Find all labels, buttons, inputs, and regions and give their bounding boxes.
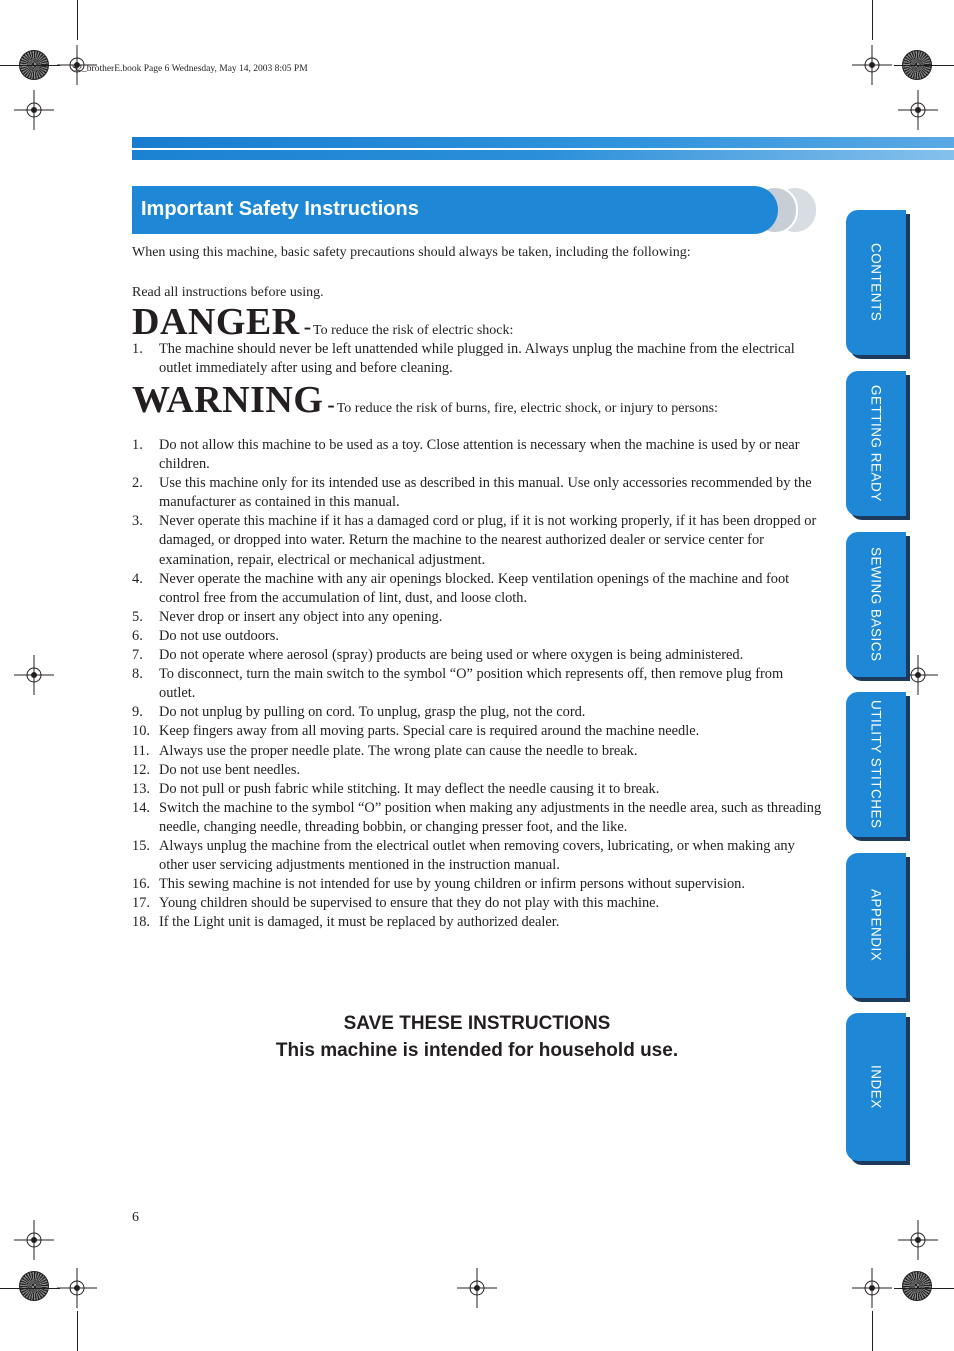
registration-rosette	[19, 1271, 49, 1301]
item-number: 17.	[132, 895, 150, 912]
tab-label: CONTENTS	[868, 243, 884, 322]
item-text: The machine should never be left unattended while plugged in. Always unplug the machine from the electrical outlet immediately after using and before cleaning.	[159, 341, 795, 377]
item-text: Use this machine only for its intended use as described in this manual. Use only accessories recommended by the manufacturer as contained in this manual.	[159, 475, 812, 511]
item-number: 5.	[132, 608, 143, 625]
item-text: This sewing machine is not intended for use by young children or infirm persons without supervision.	[159, 876, 745, 893]
item-number: 12.	[132, 761, 150, 778]
list-item	[132, 665, 822, 703]
file-header: S2_brotherE.book Page 6 Wednesday, May 14, 2003 8:05 PM	[72, 64, 308, 74]
item-text: Do not use outdoors.	[159, 627, 279, 644]
item-number: 3.	[132, 513, 143, 530]
item-number: 11.	[132, 742, 150, 759]
item-number: 13.	[132, 780, 150, 797]
list-item	[132, 340, 822, 378]
crop-line	[77, 0, 78, 40]
warning-text: To reduce the risk of burns, fire, electric shock, or injury to persons:	[336, 401, 718, 416]
tab-label: APPENDIX	[868, 889, 884, 962]
read-all-text: Read all instructions before using.	[132, 285, 324, 300]
item-number: 2.	[132, 475, 143, 492]
crosshair-mark	[852, 45, 892, 85]
tab-sewing-basics[interactable]	[846, 532, 906, 677]
list-item	[132, 742, 822, 761]
tab-label: GETTING READY	[868, 385, 884, 502]
tab-label-wrap	[846, 210, 906, 355]
section-title: Important Safety Instructions	[141, 198, 419, 220]
item-number: 18.	[132, 914, 150, 931]
list-item	[132, 894, 822, 913]
danger-list	[132, 340, 822, 378]
item-text: Do not use bent needles.	[159, 761, 301, 778]
item-text: Do not allow this machine to be used as a toy. Close attention is necessary when the machine is used by or near children.	[159, 437, 800, 473]
tab-label-wrap	[846, 692, 906, 837]
list-item	[132, 703, 822, 722]
item-number: 10.	[132, 723, 150, 740]
tab-utility-stitches[interactable]	[846, 692, 906, 837]
item-number: 4.	[132, 570, 143, 587]
item-text: Never drop or insert any object into any opening.	[159, 608, 443, 625]
crosshair-mark	[898, 1220, 938, 1260]
item-number: 1.	[132, 341, 143, 357]
list-item	[132, 722, 822, 741]
section-title-banner	[132, 186, 824, 234]
warning-heading	[132, 378, 718, 422]
list-item	[132, 646, 822, 665]
list-item	[132, 436, 822, 474]
danger-text: To reduce the risk of electric shock:	[313, 323, 514, 338]
tab-label: UTILITY STITCHES	[868, 700, 884, 829]
danger-word: DANGER	[132, 301, 300, 343]
item-text: Keep fingers away from all moving parts. Special care is required around the machine needle.	[159, 723, 700, 740]
crosshair-mark	[852, 1268, 892, 1308]
item-text: Do not unplug by pulling on cord. To unplug, grasp the plug, not the cord.	[159, 704, 586, 721]
danger-heading	[132, 300, 513, 344]
item-text: Always unplug the machine from the electrical outlet when removing covers, lubricating, or when making any other user servicing adjustments mentioned in the instruction manual.	[159, 837, 795, 874]
item-number: 15.	[132, 837, 150, 854]
registration-rosette	[902, 1271, 932, 1301]
crop-line	[894, 1288, 954, 1289]
crop-line	[0, 1288, 60, 1289]
crop-line	[872, 1311, 873, 1351]
crosshair-mark	[57, 1268, 97, 1308]
tab-label-wrap	[846, 532, 906, 677]
item-number: 16.	[132, 876, 150, 893]
item-number: 6.	[132, 627, 143, 644]
tab-label-wrap	[846, 853, 906, 998]
save-instructions: SAVE THESE INSTRUCTIONS	[343, 1013, 611, 1034]
crosshair-mark	[14, 1220, 54, 1260]
item-text: If the Light unit is damaged, it must be replaced by authorized dealer.	[159, 914, 560, 931]
crosshair-mark	[898, 90, 938, 130]
item-text: Do not pull or push fabric while stitching. It may deflect the needle causing it to break.	[159, 780, 660, 797]
tab-contents[interactable]	[846, 210, 906, 355]
item-text: To disconnect, turn the main switch to the symbol “O” position which represents off, then remove plug from outlet.	[159, 666, 784, 702]
list-item	[132, 875, 822, 894]
list-item	[132, 799, 822, 837]
list-item	[132, 608, 822, 627]
item-number: 8.	[132, 666, 143, 683]
intro-text: When using this machine, basic safety precautions should always be taken, including the following:	[132, 245, 691, 260]
list-item	[132, 512, 822, 569]
list-item	[132, 761, 822, 780]
tab-getting-ready[interactable]	[846, 371, 906, 516]
item-text: Young children should be supervised to ensure that they do not play with this machine.	[159, 895, 660, 912]
page-number: 6	[132, 1210, 139, 1225]
top-blue-bar-secondary	[132, 150, 954, 160]
crop-line	[872, 0, 873, 40]
household-use-note: This machine is intended for household use.	[275, 1040, 679, 1061]
item-number: 7.	[132, 647, 143, 664]
item-text: Never operate the machine with any air openings blocked. Keep ventilation openings of the machine and foot control free from the accumulation of lint, dust, and loose cloth.	[159, 570, 790, 606]
warning-word: WARNING	[132, 379, 324, 421]
item-text: Switch the machine to the symbol “O” position when making any adjustments in the needle area, such as threading needle, changing needle, threading bobbin, or changing presser foot, and the like.	[159, 799, 822, 835]
item-number: 14.	[132, 799, 150, 816]
tab-label-wrap	[846, 371, 906, 516]
warning-list	[132, 436, 822, 932]
tab-label: INDEX	[868, 1065, 884, 1109]
crop-line	[0, 65, 60, 66]
crop-line	[894, 65, 954, 66]
list-item	[132, 837, 822, 875]
top-blue-bar	[132, 137, 954, 148]
crop-line	[77, 1311, 78, 1351]
tab-label: SEWING BASICS	[868, 547, 884, 662]
tab-index[interactable]	[846, 1013, 906, 1161]
crosshair-mark	[14, 90, 54, 130]
list-item	[132, 913, 822, 932]
item-text: Do not operate where aerosol (spray) products are being used or where oxygen is being administered.	[159, 647, 744, 664]
list-item	[132, 570, 822, 608]
item-number: 1.	[132, 437, 143, 453]
list-item	[132, 627, 822, 646]
item-text: Always use the proper needle plate. The wrong plate can cause the needle to break.	[159, 742, 638, 759]
item-text: Never operate this machine if it has a damaged cord or plug, if it is not working properly, if it has been dropped or damaged, or dropped into water. Return the machine to the nearest authorized dealer or service center for examination, repair, electrical or mechanical adjustment.	[159, 513, 817, 568]
crosshair-mark	[14, 655, 54, 695]
crosshair-mark	[457, 1268, 497, 1308]
tab-appendix[interactable]	[846, 853, 906, 998]
warning-dash: -	[327, 392, 335, 417]
item-number: 9.	[132, 704, 143, 721]
list-item	[132, 780, 822, 799]
tab-label-wrap	[846, 1013, 906, 1161]
list-item	[132, 474, 822, 512]
danger-dash: -	[303, 314, 312, 339]
